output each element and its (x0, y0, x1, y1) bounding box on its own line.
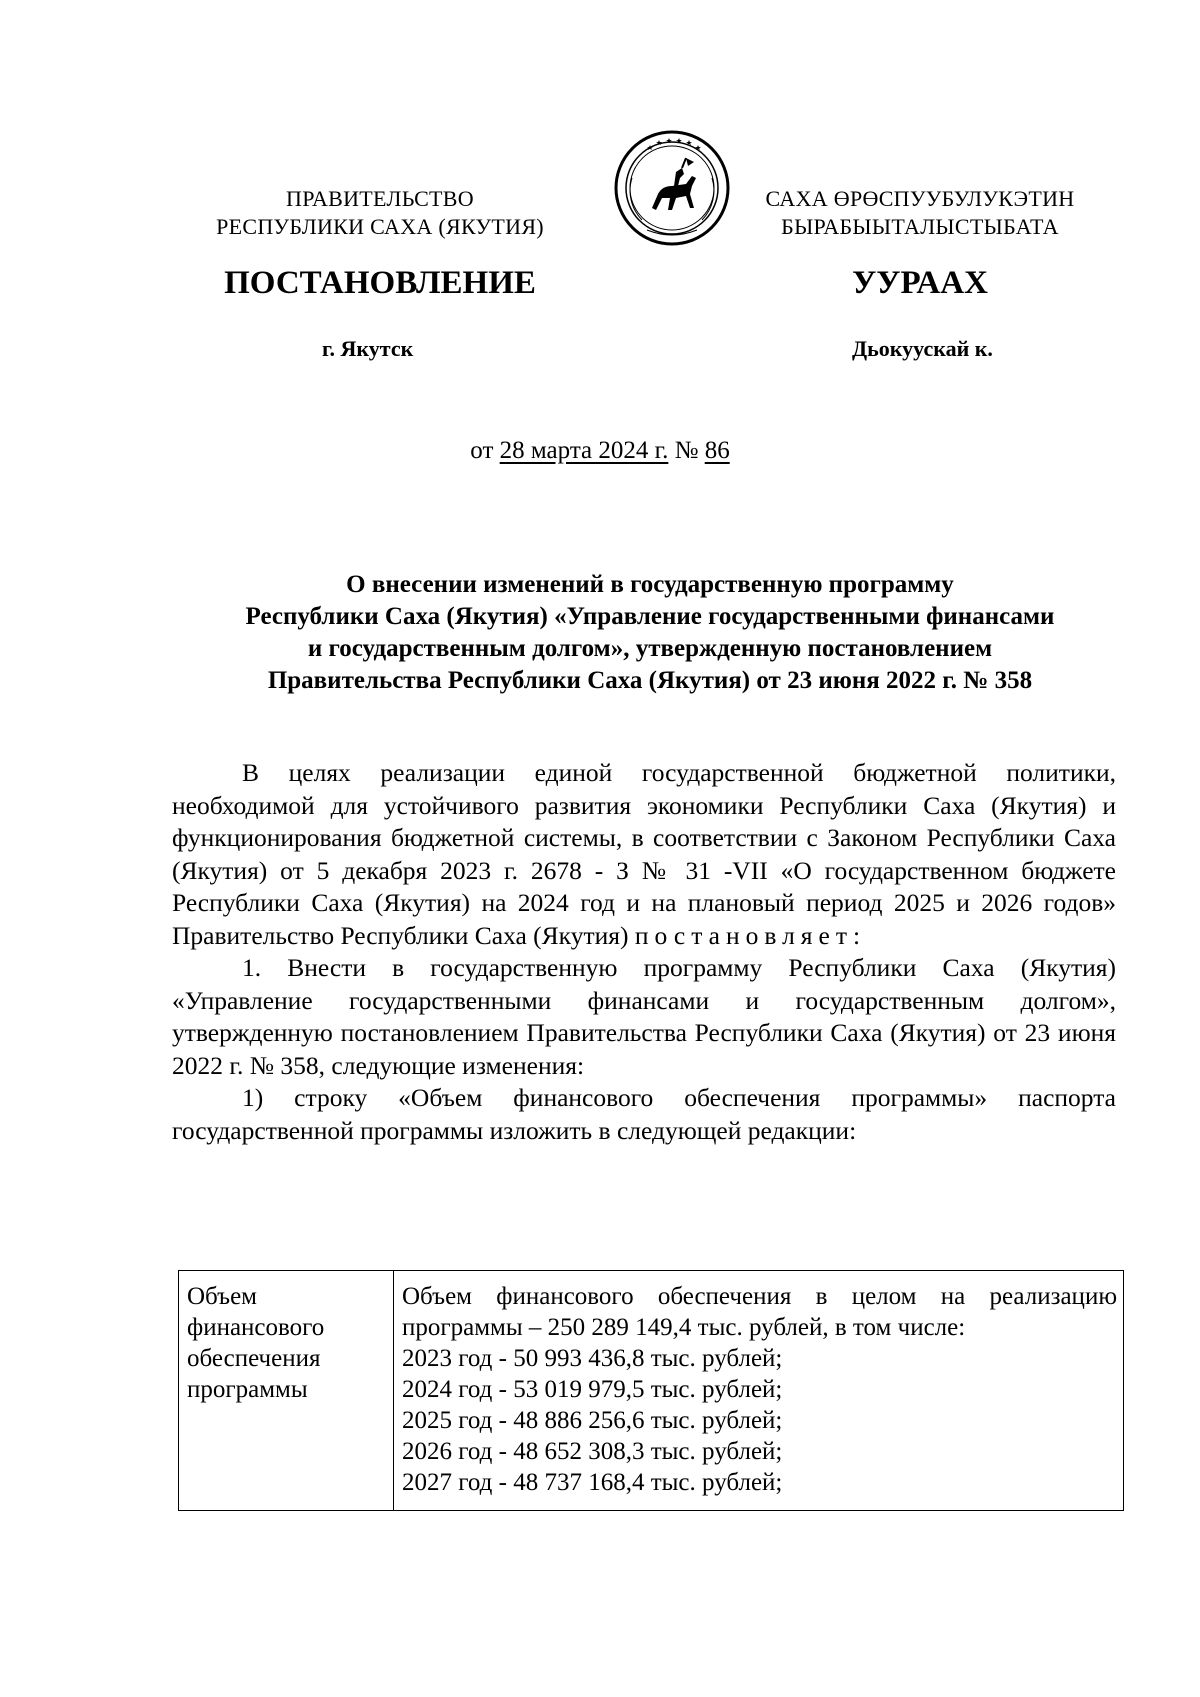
issuer-line-1-yakut: САХА ӨРӨСПУУБУЛУКЭТИН (765, 186, 1075, 211)
document-title (170, 569, 1130, 697)
item-1-paragraph: 1. Внести в государственную программу Республики Саха (Якутия) «Управление государственными финансами и государственным долгом», утвержденную постановлением Правительства Республики Саха (Якутия) от 23 июня 2022 г. № 358, следующие изменения: (172, 953, 1116, 1080)
issuer-name-russian (180, 185, 580, 241)
title-line-4: Правительства Республики Саха (Якутия) от 23 июня 2022 г. № 358 (267, 667, 1033, 694)
financing-year-2026: 2026 год - 48 652 308,3 тыс. рублей; (402, 1438, 783, 1465)
coat-of-arms-emblem-icon (612, 128, 732, 248)
issuer-line-2: РЕСПУБЛИКИ САХА (ЯКУТИЯ) (216, 214, 544, 239)
city-russian: г. Якутск (322, 336, 414, 361)
doc-type-yakut: УУРААХ (852, 265, 988, 301)
financing-table (178, 1270, 1124, 1511)
label-line: программы (187, 1376, 308, 1403)
label-line: обеспечения (187, 1345, 321, 1372)
document-body (172, 757, 1116, 1147)
financing-year-2023: 2023 год - 50 993 436,8 тыс. рублей; (402, 1345, 783, 1372)
label-line: Объем (187, 1283, 257, 1310)
financing-total: программы – 250 289 149,4 тыс. рублей, в том числе: (402, 1314, 966, 1341)
subitem-1-paragraph: 1) строку «Объем финансового обеспечения программы» паспорта государственной программы изложить в следующей редакции: (172, 1083, 1116, 1145)
resolves-word: постановляет: (634, 920, 867, 950)
label-line: финансового (187, 1314, 325, 1341)
city-yakut: Дьокуускай к. (852, 336, 993, 361)
document-number: 86 (704, 437, 730, 464)
financing-year-2025: 2025 год - 48 886 256,6 тыс. рублей; (402, 1407, 783, 1434)
preamble-text: В целях реализации единой государственной бюджетной политики, необходимой для устойчивого развития экономики Республики Саха (Якутия) и функционирования бюджетной системы, в соответствии с Законом Республики Саха (Якутия) от 5 декабря 2023 г. 2678 - З № 31 -VII «О государственном бюджете Республики Саха (Якутия) на 2024 год и на плановый период 2025 и 2026 годов» Правительство Республики Саха (Якутия) (172, 758, 1116, 950)
date-prefix: от (470, 437, 494, 464)
title-line-1: О внесении изменений в государственную программу (346, 571, 954, 598)
issuer-line-1: ПРАВИТЕЛЬСТВО (286, 186, 474, 211)
document-date: 28 марта 2024 г. (499, 437, 669, 464)
title-line-3: и государственным долгом», утвержденную постановлением (307, 635, 993, 662)
document-date-number (0, 437, 1200, 465)
table-cell-value (394, 1271, 1124, 1511)
financing-year-2024: 2024 год - 53 019 979,5 тыс. рублей; (402, 1376, 783, 1403)
title-line-2: Республики Саха (Якутия) «Управление государственными финансами (245, 603, 1055, 630)
financing-year-2027: 2027 год - 48 737 168,4 тыс. рублей; (402, 1469, 783, 1496)
issuer-line-2-yakut: БЫРАБЫЫТАЛЫСТЫБАТА (781, 214, 1059, 239)
table-row (179, 1271, 1124, 1511)
issuer-name-yakut (730, 185, 1110, 241)
number-sign: № (674, 437, 699, 464)
doc-type-russian: ПОСТАНОВЛЕНИЕ (224, 265, 536, 301)
table-cell-label (179, 1271, 394, 1511)
preamble-paragraph (172, 757, 1116, 952)
financing-intro: Объем финансового обеспечения в целом на реализацию (402, 1283, 1117, 1310)
